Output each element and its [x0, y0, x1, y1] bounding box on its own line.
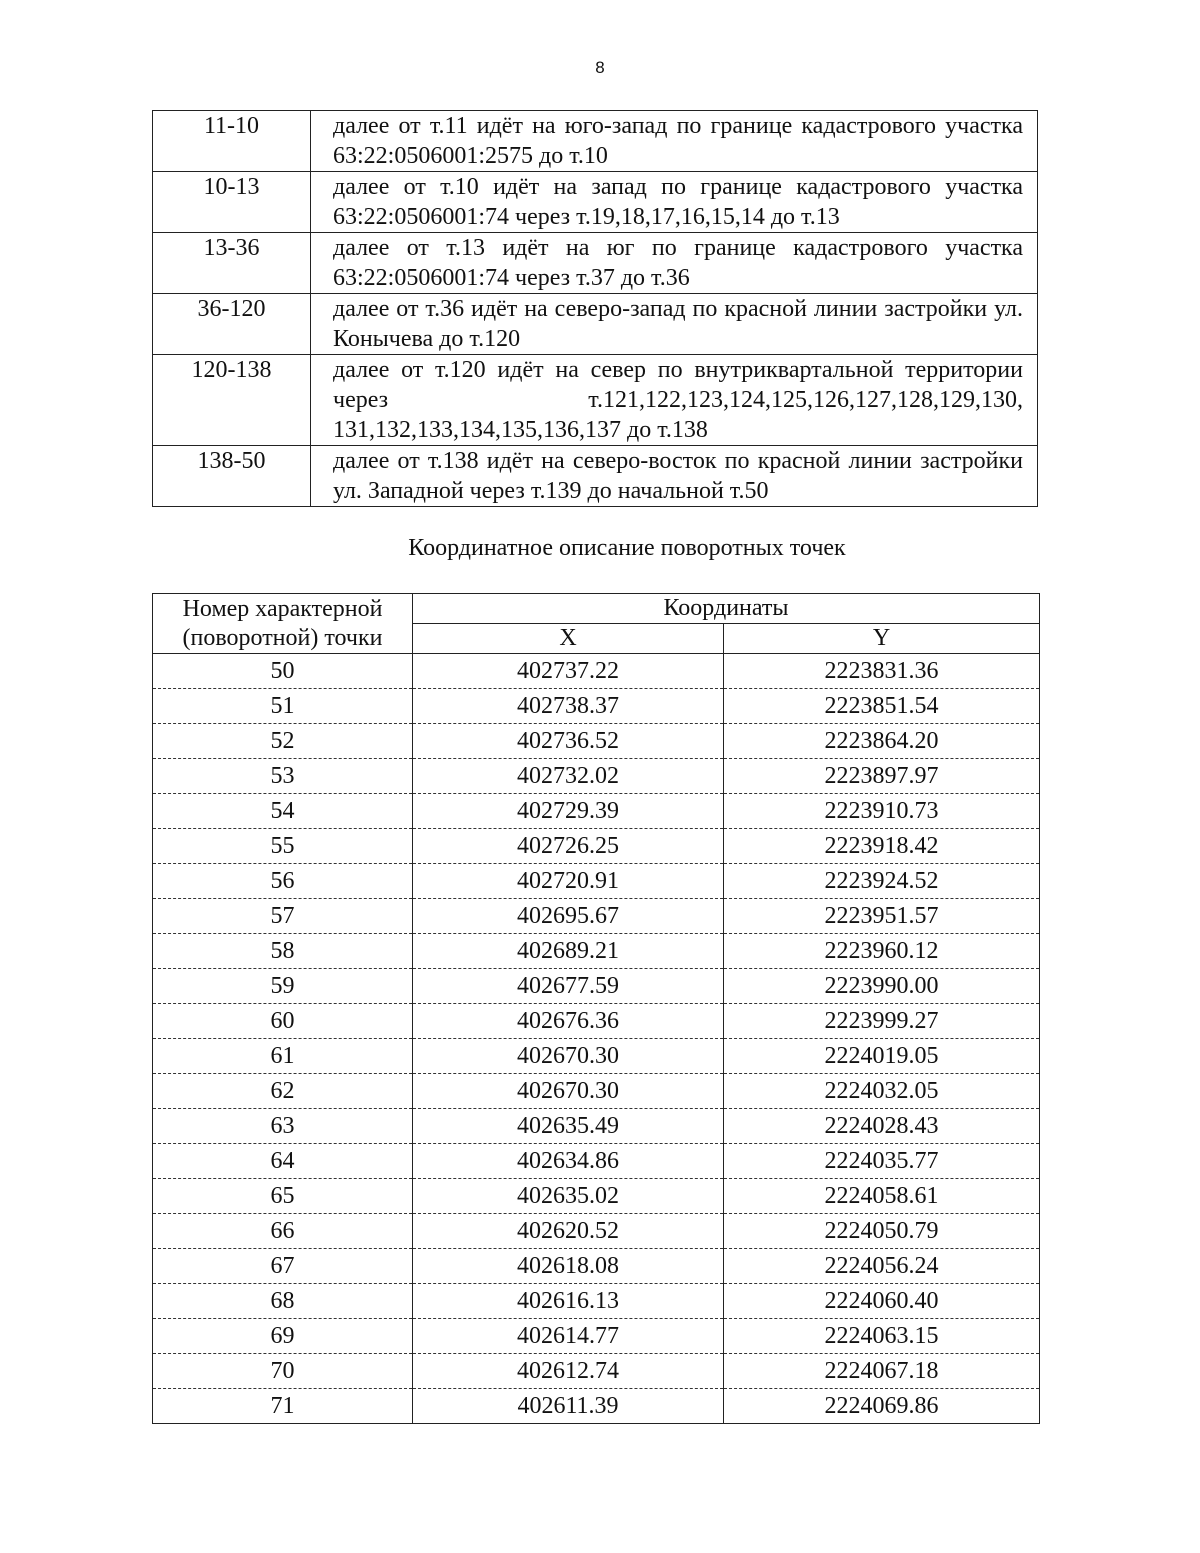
y-coordinate-cell: 2223951.57	[724, 899, 1040, 934]
segment-id: 138-50	[153, 446, 311, 507]
x-coordinate-cell: 402736.52	[413, 724, 724, 759]
point-number-cell: 62	[153, 1074, 413, 1109]
point-number-cell: 70	[153, 1354, 413, 1389]
segment-description: далее от т.138 идёт на северо-восток по красной линии застройки ул. Западной через т.139 до начальной т.50	[311, 446, 1038, 507]
y-coordinate-cell: 2224019.05	[724, 1039, 1040, 1074]
table-row	[153, 1319, 1040, 1354]
boundary-row	[153, 172, 1038, 233]
x-coordinate-cell: 402618.08	[413, 1249, 724, 1284]
y-coordinate-cell: 2224050.79	[724, 1214, 1040, 1249]
point-number-cell: 65	[153, 1179, 413, 1214]
point-number-cell: 51	[153, 689, 413, 724]
table-row	[153, 1039, 1040, 1074]
table-row	[153, 794, 1040, 829]
point-number-cell: 68	[153, 1284, 413, 1319]
y-coordinate-cell: 2223990.00	[724, 969, 1040, 1004]
table-row	[153, 1144, 1040, 1179]
point-number-cell: 63	[153, 1109, 413, 1144]
table-row	[153, 1074, 1040, 1109]
segment-description: далее от т.13 идёт на юг по границе кадастрового участка 63:22:0506001:74 через т.37 до т.36	[311, 233, 1038, 294]
x-coordinate-cell: 402670.30	[413, 1039, 724, 1074]
y-header: Y	[724, 624, 1040, 654]
table-row	[153, 1284, 1040, 1319]
page-number: 8	[595, 58, 605, 77]
table-row	[153, 1214, 1040, 1249]
x-coordinate-cell: 402726.25	[413, 829, 724, 864]
table-row	[153, 1389, 1040, 1424]
table-row	[153, 1354, 1040, 1389]
segment-id: 11-10	[153, 111, 311, 172]
table-row	[153, 724, 1040, 759]
point-number-header: Номер характерной (поворотной) точки	[153, 594, 413, 654]
point-number-cell: 66	[153, 1214, 413, 1249]
table-row	[153, 829, 1040, 864]
y-coordinate-cell: 2224067.18	[724, 1354, 1040, 1389]
table-row	[153, 934, 1040, 969]
x-coordinate-cell: 402689.21	[413, 934, 724, 969]
x-coordinate-cell: 402611.39	[413, 1389, 724, 1424]
point-number-cell: 53	[153, 759, 413, 794]
segment-id: 13-36	[153, 233, 311, 294]
x-coordinate-cell: 402732.02	[413, 759, 724, 794]
x-coordinate-cell: 402695.67	[413, 899, 724, 934]
table-row	[153, 1004, 1040, 1039]
y-coordinate-cell: 2224058.61	[724, 1179, 1040, 1214]
x-coordinate-cell: 402670.30	[413, 1074, 724, 1109]
y-coordinate-cell: 2223851.54	[724, 689, 1040, 724]
x-coordinate-cell: 402616.13	[413, 1284, 724, 1319]
x-coordinate-cell: 402738.37	[413, 689, 724, 724]
segment-id: 36-120	[153, 294, 311, 355]
table-row	[153, 689, 1040, 724]
point-number-cell: 59	[153, 969, 413, 1004]
point-number-cell: 61	[153, 1039, 413, 1074]
point-number-cell: 55	[153, 829, 413, 864]
point-number-cell: 69	[153, 1319, 413, 1354]
coordinates-table-body	[153, 654, 1040, 1424]
y-coordinate-cell: 2223924.52	[724, 864, 1040, 899]
point-number-cell: 71	[153, 1389, 413, 1424]
y-coordinate-cell: 2223999.27	[724, 1004, 1040, 1039]
point-number-cell: 56	[153, 864, 413, 899]
y-coordinate-cell: 2223897.97	[724, 759, 1040, 794]
boundary-description-table	[152, 110, 1038, 507]
x-coordinate-cell: 402635.49	[413, 1109, 724, 1144]
x-coordinate-cell: 402620.52	[413, 1214, 724, 1249]
segment-description: далее от т.120 идёт на север по внутриквартальной территории через т.121,122,123,124,125,126,127,128,129,130, 131,132,133,134,135,136,137 до т.138	[311, 355, 1038, 446]
y-coordinate-cell: 2224063.15	[724, 1319, 1040, 1354]
segment-id: 120-138	[153, 355, 311, 446]
x-header: X	[413, 624, 724, 654]
segment-description: далее от т.10 идёт на запад по границе кадастрового участка 63:22:0506001:74 через т.19,18,17,16,15,14 до т.13	[311, 172, 1038, 233]
x-coordinate-cell: 402614.77	[413, 1319, 724, 1354]
boundary-row	[153, 233, 1038, 294]
table-row	[153, 1109, 1040, 1144]
y-coordinate-cell: 2223910.73	[724, 794, 1040, 829]
segment-id: 10-13	[153, 172, 311, 233]
y-coordinate-cell: 2224032.05	[724, 1074, 1040, 1109]
y-coordinate-cell: 2224056.24	[724, 1249, 1040, 1284]
point-number-cell: 57	[153, 899, 413, 934]
table-row	[153, 1249, 1040, 1284]
point-number-cell: 60	[153, 1004, 413, 1039]
point-number-cell: 50	[153, 654, 413, 689]
table-row	[153, 899, 1040, 934]
boundary-row	[153, 446, 1038, 507]
point-number-cell: 67	[153, 1249, 413, 1284]
table-row	[153, 864, 1040, 899]
x-coordinate-cell: 402737.22	[413, 654, 724, 689]
y-coordinate-cell: 2223918.42	[724, 829, 1040, 864]
y-coordinate-cell: 2223960.12	[724, 934, 1040, 969]
y-coordinate-cell: 2223864.20	[724, 724, 1040, 759]
point-number-cell: 58	[153, 934, 413, 969]
y-coordinate-cell: 2223831.36	[724, 654, 1040, 689]
x-coordinate-cell: 402720.91	[413, 864, 724, 899]
x-coordinate-cell: 402677.59	[413, 969, 724, 1004]
coordinates-header: Координаты	[413, 594, 1040, 624]
x-coordinate-cell: 402612.74	[413, 1354, 724, 1389]
point-number-cell: 64	[153, 1144, 413, 1179]
boundary-row	[153, 355, 1038, 446]
x-coordinate-cell: 402729.39	[413, 794, 724, 829]
coordinates-table	[152, 593, 1040, 1424]
boundary-row	[153, 294, 1038, 355]
table-row	[153, 759, 1040, 794]
section-title: Координатное описание поворотных точек	[408, 535, 846, 561]
y-coordinate-cell: 2224035.77	[724, 1144, 1040, 1179]
x-coordinate-cell: 402634.86	[413, 1144, 724, 1179]
table-row	[153, 969, 1040, 1004]
y-coordinate-cell: 2224060.40	[724, 1284, 1040, 1319]
boundary-description-body	[153, 111, 1038, 507]
boundary-row	[153, 111, 1038, 172]
coordinates-table-header	[153, 594, 1040, 654]
segment-description: далее от т.36 идёт на северо-запад по красной линии застройки ул. Конычева до т.120	[311, 294, 1038, 355]
table-row	[153, 654, 1040, 689]
y-coordinate-cell: 2224028.43	[724, 1109, 1040, 1144]
y-coordinate-cell: 2224069.86	[724, 1389, 1040, 1424]
x-coordinate-cell: 402676.36	[413, 1004, 724, 1039]
table-row	[153, 1179, 1040, 1214]
point-number-cell: 54	[153, 794, 413, 829]
x-coordinate-cell: 402635.02	[413, 1179, 724, 1214]
point-number-cell: 52	[153, 724, 413, 759]
segment-description: далее от т.11 идёт на юго-запад по границе кадастрового участка 63:22:0506001:2575 до т.10	[311, 111, 1038, 172]
